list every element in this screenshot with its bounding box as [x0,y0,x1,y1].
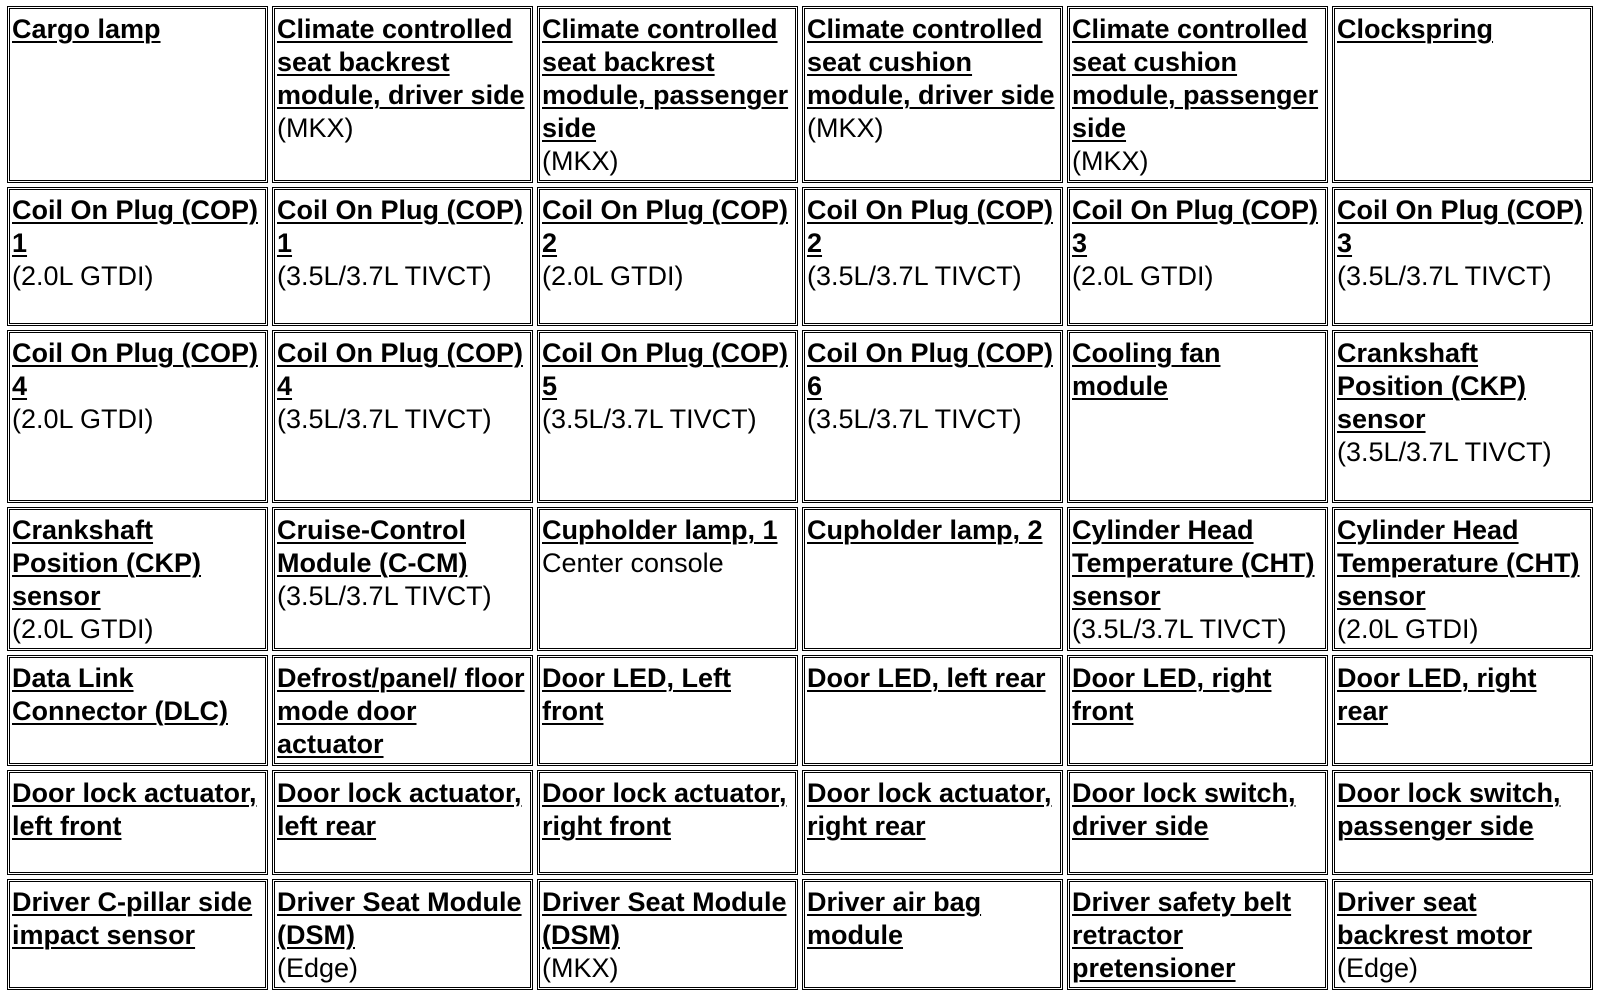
table-row [7,770,1593,875]
table-cell [272,879,533,990]
component-link[interactable]: Door lock actuator, right front [542,778,787,841]
component-link[interactable]: Crankshaft Position (CKP) sensor [1337,338,1526,434]
table-cell [802,507,1063,651]
component-note: (MKX) [277,113,354,143]
table-cell [1332,187,1593,326]
table-cell [537,507,798,651]
component-note: (MKX) [807,113,884,143]
component-link[interactable]: Door lock actuator, right rear [807,778,1052,841]
table-cell [802,770,1063,875]
table-cell [1332,770,1593,875]
component-link[interactable]: Door LED, right front [1072,663,1272,726]
component-link[interactable]: Door lock switch, driver side [1072,778,1296,841]
component-link[interactable]: Coil On Plug (COP) 1 [277,195,523,258]
component-index-body [7,6,1593,990]
table-cell [1332,507,1593,651]
component-link[interactable]: Door lock switch, passenger side [1337,778,1561,841]
component-link[interactable]: Coil On Plug (COP) 6 [807,338,1053,401]
component-link[interactable]: Cupholder lamp, 1 [542,515,778,545]
component-link[interactable]: Cruise-Control Module (C-CM) [277,515,468,578]
table-cell [802,879,1063,990]
table-cell [1067,507,1328,651]
table-cell [1067,187,1328,326]
table-cell [7,770,268,875]
table-cell [7,187,268,326]
component-note: (3.5L/3.7L TIVCT) [1337,437,1552,467]
table-cell [1332,6,1593,183]
component-link[interactable]: Crankshaft Position (CKP) sensor [12,515,201,611]
component-link[interactable]: Coil On Plug (COP) 3 [1072,195,1318,258]
component-link[interactable]: Driver seat backrest motor [1337,887,1533,950]
table-cell [272,330,533,503]
component-note: (3.5L/3.7L TIVCT) [1337,261,1552,291]
table-cell [537,330,798,503]
component-note: (Edge) [1337,953,1419,983]
table-row [7,655,1593,766]
component-link[interactable]: Coil On Plug (COP) 1 [12,195,258,258]
component-note: (3.5L/3.7L TIVCT) [277,404,492,434]
table-cell [1067,330,1328,503]
table-cell [272,187,533,326]
component-note: (2.0L GTDI) [1337,614,1479,644]
component-link[interactable]: Cylinder Head Temperature (CHT) sensor [1072,515,1315,611]
component-link[interactable]: Driver C-pillar side impact sensor [12,887,253,950]
table-row [7,330,1593,503]
component-note: (MKX) [1072,146,1149,176]
component-link[interactable]: Cupholder lamp, 2 [807,515,1043,545]
component-note: (3.5L/3.7L TIVCT) [807,261,1022,291]
component-note: (3.5L/3.7L TIVCT) [542,404,757,434]
component-link[interactable]: Cooling fan module [1072,338,1221,401]
component-link[interactable]: Climate controlled seat backrest module, driver side [277,14,525,110]
component-link[interactable]: Door LED, right rear [1337,663,1537,726]
table-row [7,507,1593,651]
table-cell [7,330,268,503]
component-note: (3.5L/3.7L TIVCT) [807,404,1022,434]
table-cell [537,6,798,183]
component-link[interactable]: Driver Seat Module (DSM) [277,887,522,950]
table-cell [1332,879,1593,990]
table-row [7,187,1593,326]
component-link[interactable]: Driver safety belt retractor pretensioner [1072,887,1292,983]
table-cell [7,507,268,651]
component-index-table [3,2,1597,994]
component-link[interactable]: Cargo lamp [12,14,161,44]
component-link[interactable]: Door LED, Left front [542,663,731,726]
component-link[interactable]: Data Link Connector (DLC) [12,663,228,726]
component-link[interactable]: Climate controlled seat cushion module, driver side [807,14,1055,110]
table-cell [7,655,268,766]
table-cell [537,187,798,326]
component-link[interactable]: Door lock actuator, left front [12,778,257,841]
component-note: (MKX) [542,953,619,983]
table-row [7,879,1593,990]
table-cell [802,330,1063,503]
component-note: (2.0L GTDI) [12,261,154,291]
component-note: Center console [542,548,724,578]
table-cell [802,655,1063,766]
component-link[interactable]: Door LED, left rear [807,663,1046,693]
table-cell [272,6,533,183]
table-cell [537,770,798,875]
component-note: (2.0L GTDI) [542,261,684,291]
table-cell [7,6,268,183]
component-link[interactable]: Climate controlled seat cushion module, passenger side [1072,14,1319,143]
table-cell [7,879,268,990]
table-cell [1067,6,1328,183]
component-note: (3.5L/3.7L TIVCT) [1072,614,1287,644]
component-note: (MKX) [542,146,619,176]
component-note: (2.0L GTDI) [1072,261,1214,291]
table-cell [1332,330,1593,503]
component-link[interactable]: Defrost/panel/ floor mode door actuator [277,663,525,759]
component-link[interactable]: Door lock actuator, left rear [277,778,522,841]
component-link[interactable]: Coil On Plug (COP) 3 [1337,195,1583,258]
table-cell [272,507,533,651]
component-link[interactable]: Coil On Plug (COP) 2 [542,195,788,258]
table-cell [537,655,798,766]
table-cell [272,655,533,766]
component-note: (2.0L GTDI) [12,614,154,644]
component-link[interactable]: Climate controlled seat backrest module, passenger side [542,14,789,143]
table-cell [1067,655,1328,766]
table-row [7,6,1593,183]
component-link[interactable]: Coil On Plug (COP) 4 [277,338,523,401]
table-cell [1067,770,1328,875]
component-link[interactable]: Clockspring [1337,14,1494,44]
table-cell [272,770,533,875]
component-link[interactable]: Coil On Plug (COP) 4 [12,338,258,401]
table-cell [1067,879,1328,990]
component-link[interactable]: Driver air bag module [807,887,982,950]
component-link[interactable]: Coil On Plug (COP) 5 [542,338,788,401]
component-link[interactable]: Cylinder Head Temperature (CHT) sensor [1337,515,1580,611]
component-note: (Edge) [277,953,359,983]
component-link[interactable]: Driver Seat Module (DSM) [542,887,787,950]
component-note: (3.5L/3.7L TIVCT) [277,261,492,291]
component-link[interactable]: Coil On Plug (COP) 2 [807,195,1053,258]
table-cell [537,879,798,990]
table-cell [1332,655,1593,766]
component-note: (2.0L GTDI) [12,404,154,434]
component-note: (3.5L/3.7L TIVCT) [277,581,492,611]
table-cell [802,6,1063,183]
table-cell [802,187,1063,326]
